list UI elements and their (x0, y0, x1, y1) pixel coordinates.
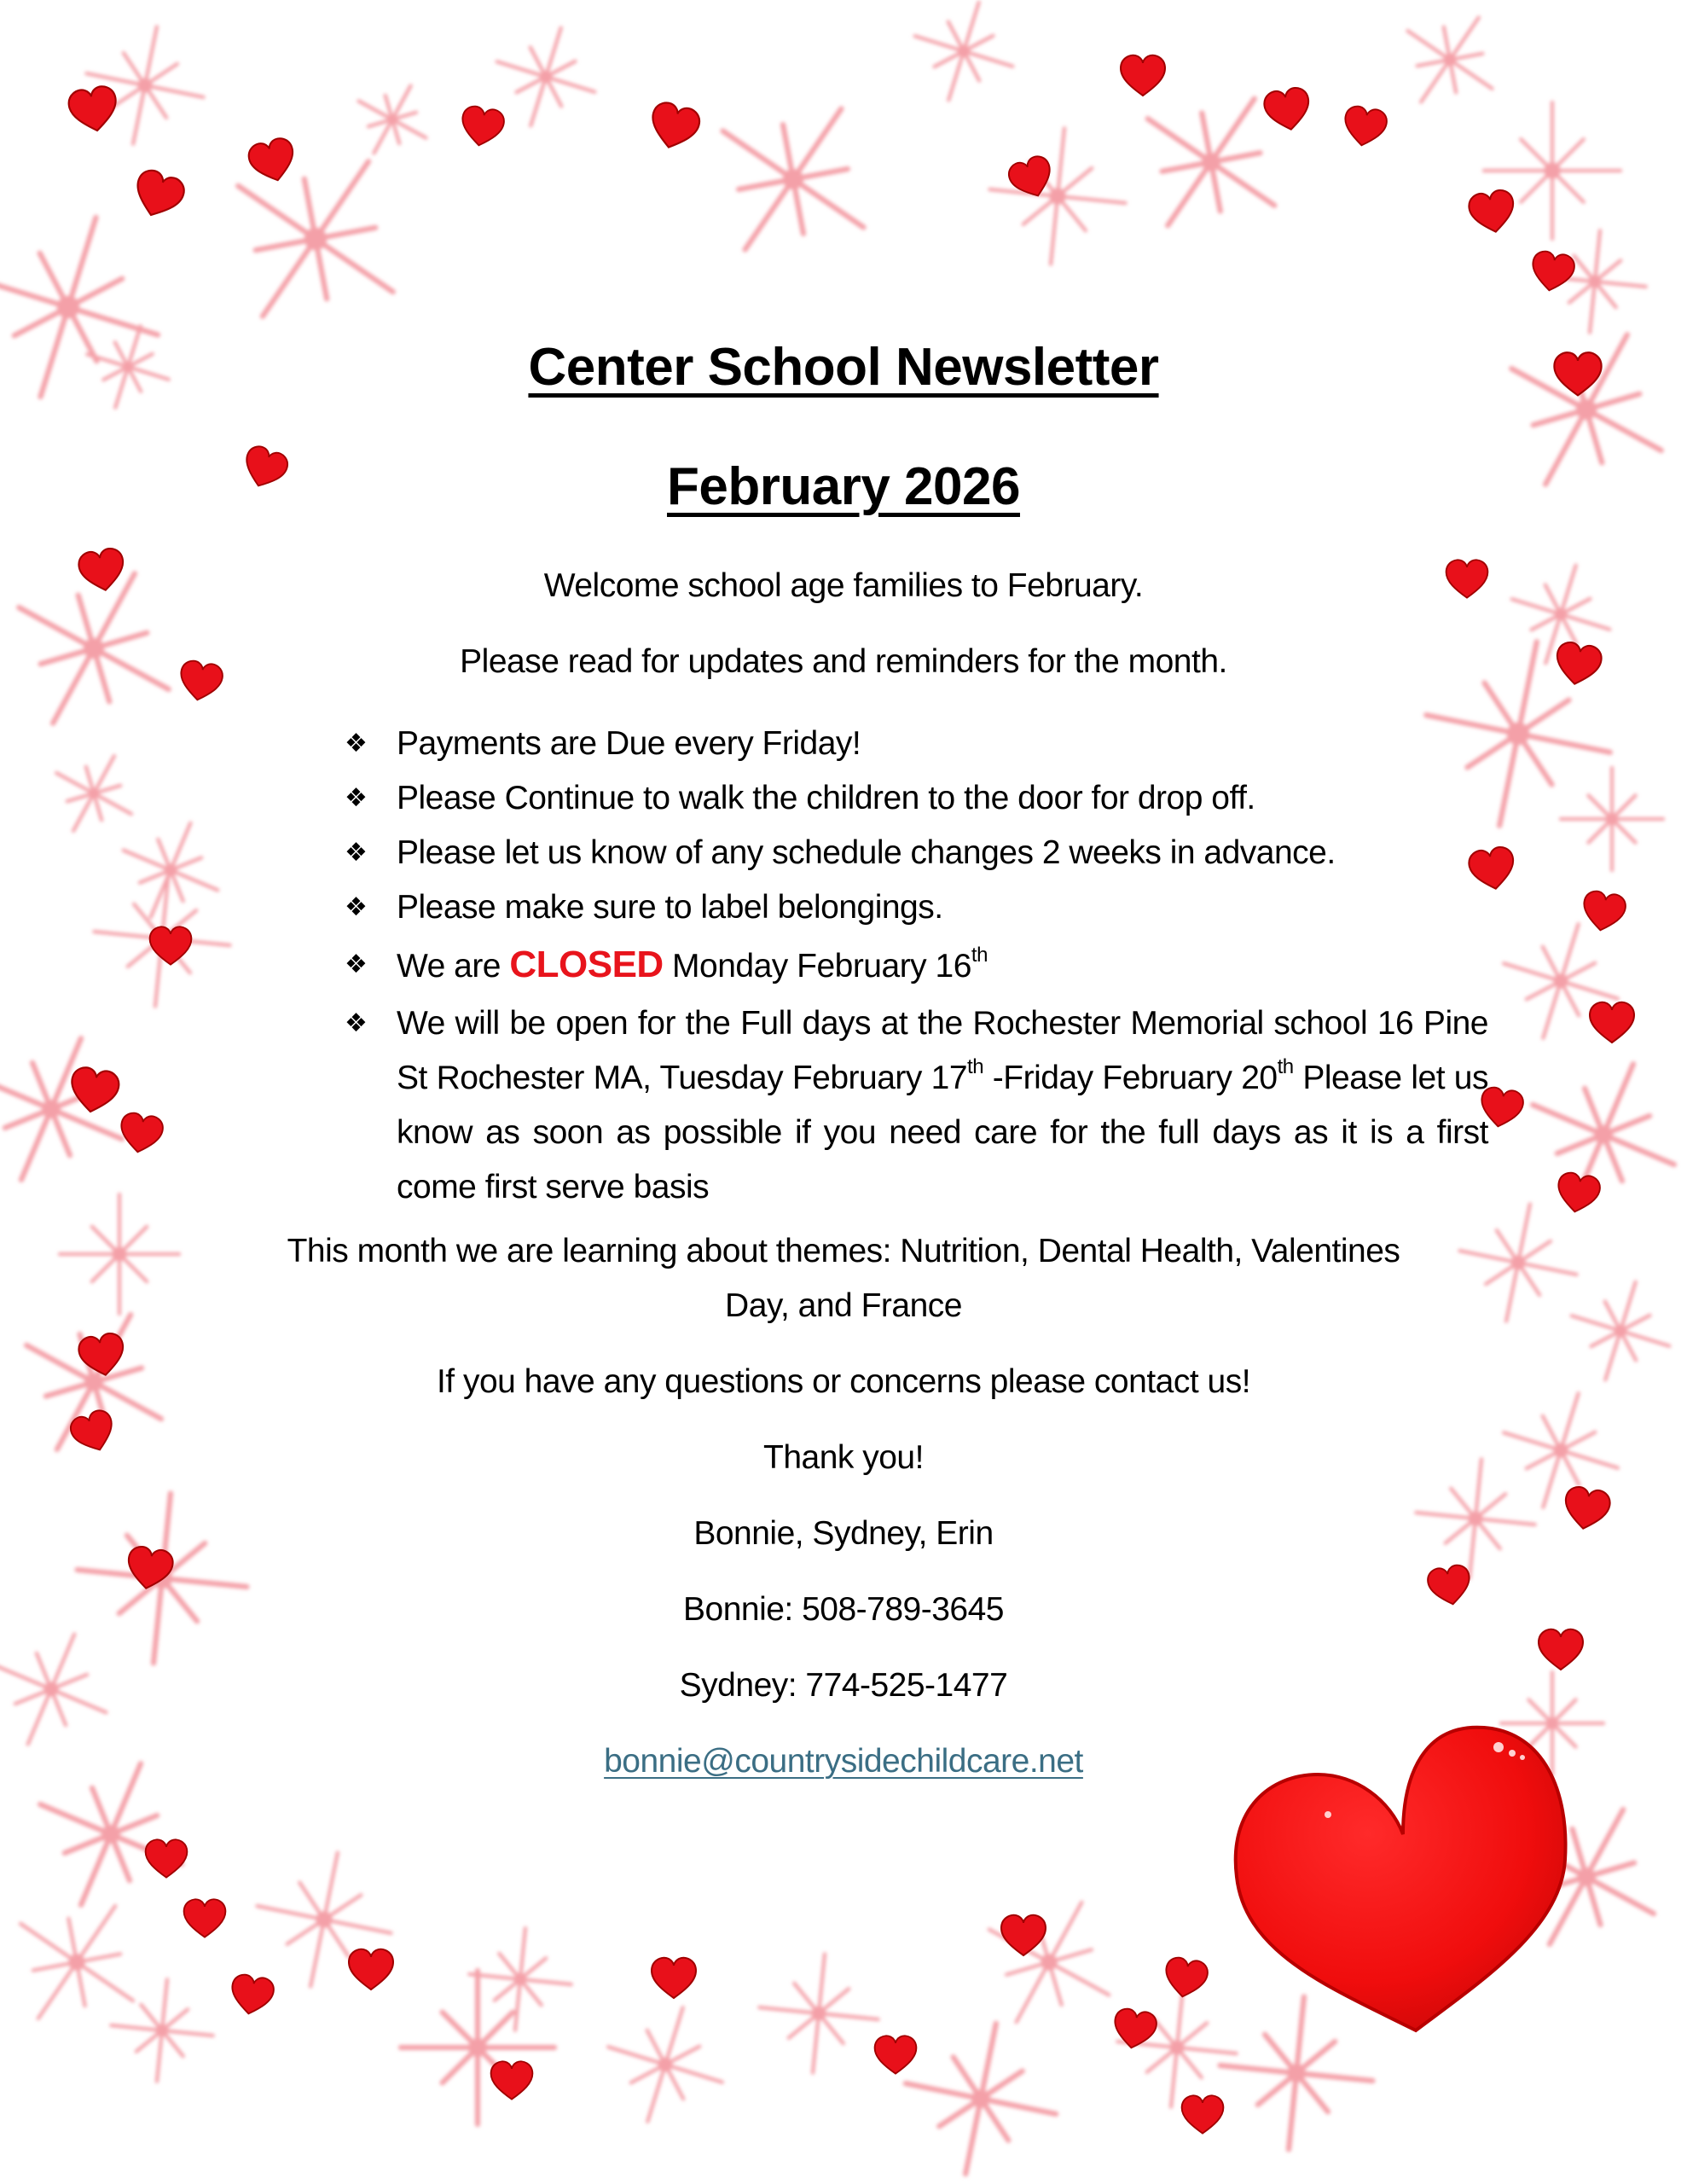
bullet-text: Please let us know of any schedule changes 2 weeks in advance. (397, 834, 1336, 871)
bullet-text: Payments are Due every Friday! (397, 725, 861, 762)
list-item (341, 717, 1488, 771)
list-item-closure (341, 935, 1488, 996)
welcome-text: Welcome school age families to February. (543, 567, 1144, 604)
reminder-list (341, 717, 1488, 1215)
bullet-text: Please make sure to label belongings. (397, 889, 943, 926)
list-item (341, 771, 1488, 826)
email-line (0, 1743, 1687, 1780)
closed-highlight: CLOSED (509, 944, 664, 985)
questions-text: If you have any questions or concerns please contact us! (436, 1363, 1251, 1400)
ordinal-suffix: th (967, 1055, 984, 1078)
ordinal-suffix: th (971, 944, 988, 967)
email-link[interactable]: bonnie@countrysidechildcare.net (604, 1743, 1083, 1780)
full-days-text-3: Please let us know as soon as possible if you need care for the full days as it is a first come first serve basis (397, 1060, 1488, 1205)
themes-text-line-1: This month we are learning about themes: Nutrition, Dental Health, Valentines (287, 1233, 1400, 1269)
thank-you-text: Thank you! (763, 1439, 924, 1476)
themes-text-line-2: Day, and France (725, 1287, 962, 1324)
list-item-full-days (341, 996, 1488, 1215)
bullet-text: Please Continue to walk the children to the door for drop off. (397, 780, 1255, 816)
intro-text: Please read for updates and reminders for the month. (460, 643, 1227, 680)
full-days-text-1: We will be open for the Full days at the Rochester Memorial school 16 Pine St Rochester MA, Tuesday February 17 (397, 1005, 1488, 1096)
newsletter-month: February 2026 (667, 457, 1020, 516)
diamond-four-dots-icon: ❖ (345, 729, 368, 758)
list-item (341, 826, 1488, 880)
signature-names: Bonnie, Sydney, Erin (693, 1515, 994, 1552)
diamond-four-dots-icon: ❖ (345, 1009, 368, 1037)
diamond-four-dots-icon: ❖ (345, 893, 368, 921)
closure-date: Monday February 16 (663, 948, 971, 985)
full-days-text-2: -Friday February 20 (983, 1060, 1278, 1096)
ordinal-suffix: th (1277, 1055, 1294, 1078)
diamond-four-dots-icon: ❖ (345, 950, 368, 979)
diamond-four-dots-icon: ❖ (345, 784, 368, 812)
newsletter-title: Center School Newsletter (528, 338, 1159, 397)
contact-bonnie: Bonnie: 508-789-3645 (683, 1591, 1004, 1628)
closure-prefix: We are (397, 948, 510, 985)
diamond-four-dots-icon: ❖ (345, 839, 368, 867)
list-item (341, 880, 1488, 935)
contact-sydney: Sydney: 774-525-1477 (679, 1667, 1008, 1704)
